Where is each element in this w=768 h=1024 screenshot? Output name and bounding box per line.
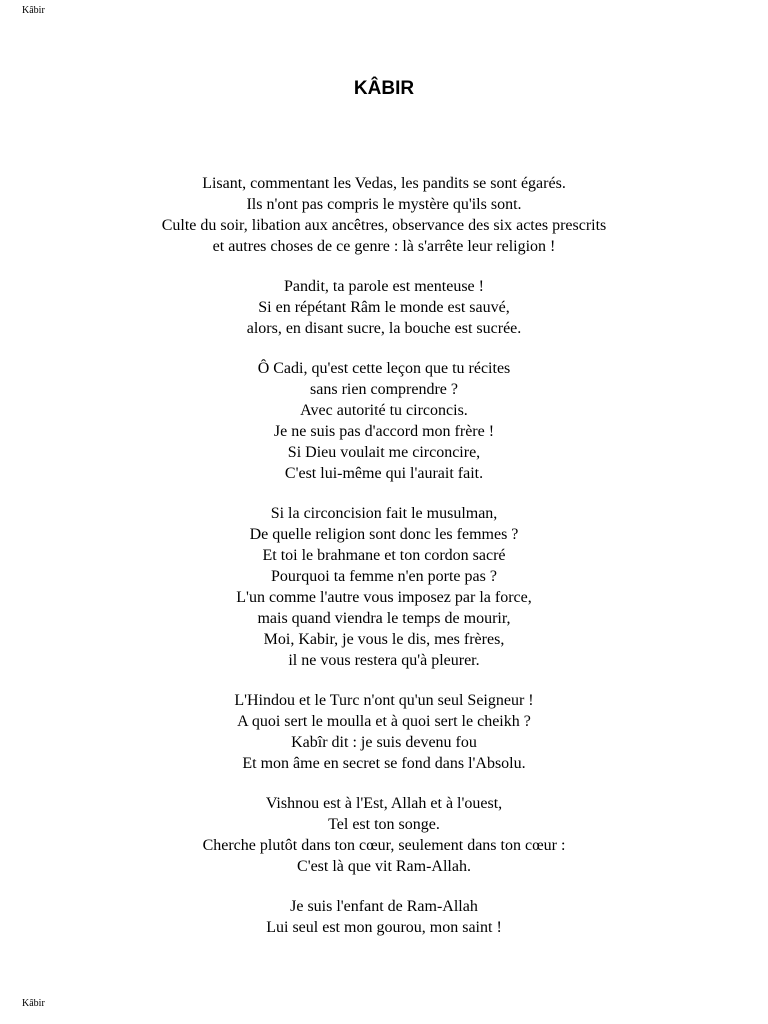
poem-line: et autres choses de ce genre : là s'arrête leur religion !	[212, 238, 556, 255]
poem-line: mais quand viendra le temps de mourir,	[257, 610, 511, 627]
stanza-3	[0, 358, 768, 484]
poem-line: Lui seul est mon gourou, mon saint !	[266, 919, 502, 936]
running-footer: Kâbir	[22, 998, 45, 1009]
poem-line: Culte du soir, libation aux ancêtres, observance des six actes prescrits	[161, 217, 607, 234]
poem-line: alors, en disant sucre, la bouche est sucrée.	[246, 320, 522, 337]
poem-line: Tel est ton songe.	[328, 816, 440, 833]
running-header: Kâbir	[22, 5, 45, 16]
poem-line: Si en répétant Râm le monde est sauvé,	[258, 299, 510, 316]
poem-line: sans rien comprendre ?	[310, 381, 458, 398]
stanza-5	[0, 690, 768, 774]
poem-line: Ils n'ont pas compris le mystère qu'ils sont.	[246, 196, 522, 213]
poem-line: Et toi le brahmane et ton cordon sacré	[262, 547, 506, 564]
poem-line: Ô Cadi, qu'est cette leçon que tu récites	[257, 360, 511, 377]
poem-line: Kabîr dit : je suis devenu fou	[291, 734, 477, 751]
stanza-7	[0, 896, 768, 938]
stanza-2	[0, 276, 768, 339]
poem-line: Lisant, commentant les Vedas, les pandits se sont égarés.	[202, 175, 566, 192]
poem-line: Pourquoi ta femme n'en porte pas ?	[271, 568, 497, 585]
poem-line: Et mon âme en secret se fond dans l'Absolu.	[242, 755, 526, 772]
stanza-6	[0, 793, 768, 877]
page-title: KÂBIR	[353, 78, 415, 99]
poem-line: C'est là que vit Ram-Allah.	[297, 858, 471, 875]
poem-line: Vishnou est à l'Est, Allah et à l'ouest,	[265, 795, 503, 812]
poem-line: De quelle religion sont donc les femmes ?	[249, 526, 519, 543]
poem-line: Si Dieu voulait me circoncire,	[287, 444, 481, 461]
poem-line: Moi, Kabir, je vous le dis, mes frères,	[263, 631, 505, 648]
stanza-1	[0, 173, 768, 257]
stanza-4	[0, 503, 768, 671]
poem-line: L'un comme l'autre vous imposez par la force,	[236, 589, 532, 606]
poem-line: Si la circoncision fait le musulman,	[270, 505, 498, 522]
poem-line: il ne vous restera qu'à pleurer.	[288, 652, 480, 669]
poem-line: Avec autorité tu circoncis.	[300, 402, 468, 419]
poem	[0, 173, 768, 957]
poem-line: L'Hindou et le Turc n'ont qu'un seul Seigneur !	[234, 692, 534, 709]
poem-line: Je ne suis pas d'accord mon frère !	[273, 423, 495, 440]
poem-line: Je suis l'enfant de Ram-Allah	[290, 898, 478, 915]
poem-line: C'est lui-même qui l'aurait fait.	[284, 465, 484, 482]
poem-line: Cherche plutôt dans ton cœur, seulement dans ton cœur :	[202, 837, 566, 854]
poem-line: Pandit, ta parole est menteuse !	[284, 278, 484, 295]
poem-line: A quoi sert le moulla et à quoi sert le cheikh ?	[237, 713, 531, 730]
